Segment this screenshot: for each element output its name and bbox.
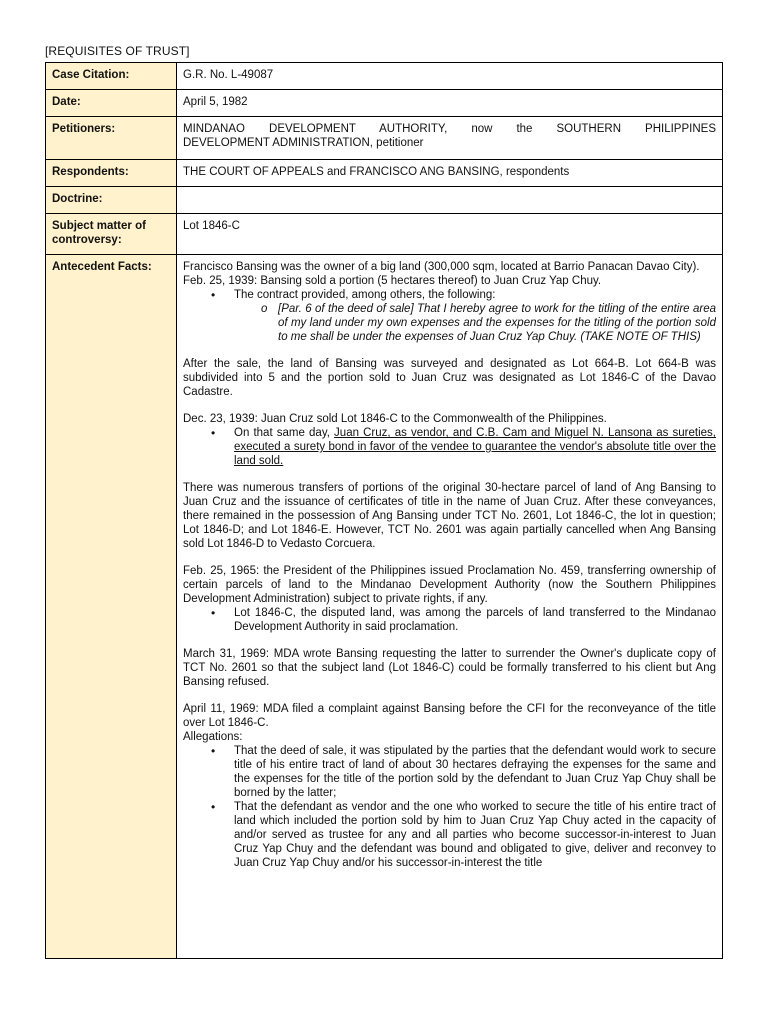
- label-respondents: Respondents:: [46, 160, 177, 187]
- bullet-item: • Lot 1846-C, the disputed land, was among the parcels of land transferred to the Mindanao Development Authority in said proclamation.: [234, 606, 716, 634]
- facts-body: [183, 260, 716, 953]
- row-respondents: [46, 160, 723, 187]
- facts-paragraph: There was numerous transfers of portions of the original 30-hectare parcel of land of Ang Bansing to Juan Cruz and the issuance of certificates of title in the name of Juan Cruz. After these conveyances, there remained in the possession of Ang Bansing under TCT No. 2601, Lot 1846-C, the lot in question; Lot 1846-D; and Lot 1846-E. However, TCT No. 2601 was again partially cancelled when Ang Bansing sold Lot 1846-D to Vedasto Corcuera.: [183, 482, 716, 550]
- value-respondents: THE COURT OF APPEALS and FRANCISCO ANG BANSING, respondents: [177, 160, 723, 187]
- bullet-item: • That the defendant as vendor and the one who worked to secure the title of his entire tract of land which included the portion sold by him to Juan Cruz Yap Chuy acted in the capacity of and/or served as trustee for any and all parties who become successor-in-interest to Juan Cruz Yap Chuy and the defendant was bound and obligated to give, deliver and reconvey to Juan Cruz Yap Chuy and/or his successor-in-interest the title: [234, 800, 716, 870]
- label-antecedent-facts: Antecedent Facts:: [46, 255, 177, 959]
- label-case-citation: Case Citation:: [46, 63, 177, 90]
- label-petitioners: Petitioners:: [46, 117, 177, 160]
- facts-paragraph: Allegations:: [183, 731, 243, 743]
- petitioners-line-2: DEVELOPMENT ADMINISTRATION, petitioner: [183, 137, 424, 149]
- document-page: [45, 44, 723, 959]
- facts-paragraph: Feb. 25, 1939: Bansing sold a portion (5 hectares thereof) to Juan Cruz Yap Chuy.: [183, 275, 602, 287]
- row-date: [46, 90, 723, 117]
- sub-bullet-list: [234, 302, 716, 344]
- bullet-list: [183, 606, 716, 634]
- row-subject-matter: [46, 214, 723, 255]
- case-digest-table: [45, 62, 723, 959]
- facts-paragraph: Dec. 23, 1939: Juan Cruz sold Lot 1846-C to the Commonwealth of the Philippines.: [183, 413, 607, 425]
- facts-paragraph: Feb. 25, 1965: the President of the Philippines issued Proclamation No. 459, transferring ownership of certain parcels of land to the Mindanao Development Authority (now the Southern Philippines Development Administration) subject to private rights, if any.: [183, 565, 716, 605]
- bullet-item: [234, 426, 716, 468]
- facts-paragraph: After the sale, the land of Bansing was surveyed and designated as Lot 664-B. Lot 664-B was subdivided into 5 and the portion sold to Juan Cruz was designated as Lot 1846-C of the Davao Cadastre.: [183, 358, 716, 398]
- document-heading: [REQUISITES OF TRUST]: [45, 44, 190, 58]
- facts-paragraph: April 11, 1969: MDA filed a complaint against Bansing before the CFI for the reconveyance of the title over Lot 1846-C.: [183, 703, 716, 729]
- facts-paragraph: March 31, 1969: MDA wrote Bansing requesting the latter to surrender the Owner's duplicate copy of TCT No. 2601 so that the subject land (Lot 1846-C) could be formally transferred to his client but Ang Bansing refused.: [183, 648, 716, 688]
- sub-bullet-item: o [Par. 6 of the deed of sale] That I hereby agree to work for the titling of the entire area of my land under my own expenses and the expenses for the titling of the portion sold to me shall be under the expenses of Juan Cruz Yap Chuy. (TAKE NOTE OF THIS): [278, 302, 716, 344]
- petitioners-line-1: MINDANAO DEVELOPMENT AUTHORITY, now the SOUTHERN PHILIPPINES: [183, 123, 716, 135]
- bullet-text: The contract provided, among others, the following:: [234, 289, 496, 301]
- facts-paragraph: Francisco Bansing was the owner of a big land (300,000 sqm, located at Barrio Panacan Davao City).: [183, 261, 700, 273]
- label-date: Date:: [46, 90, 177, 117]
- bullet-text: On that same day,: [234, 427, 335, 439]
- value-subject-matter: Lot 1846-C: [177, 214, 723, 255]
- bullet-item: [234, 288, 716, 344]
- bullet-list: [183, 426, 716, 468]
- label-subject-matter: Subject matter of controversy:: [46, 214, 177, 255]
- value-case-citation: G.R. No. L-49087: [177, 63, 723, 90]
- bullet-list: [183, 288, 716, 344]
- row-antecedent-facts: [46, 255, 723, 959]
- value-doctrine: [177, 187, 723, 214]
- value-date: April 5, 1982: [177, 90, 723, 117]
- row-case-citation: [46, 63, 723, 90]
- underlined-text: Juan Cruz, as vendor, and C.B. Cam and Miguel N. Lansona as sureties, executed a surety bond in favor of the vendee to guarantee the vendor's absolute title over the land sold.: [234, 427, 716, 467]
- bullet-list: [183, 744, 716, 870]
- value-antecedent-facts: [177, 255, 723, 959]
- row-petitioners: [46, 117, 723, 160]
- label-doctrine: Doctrine:: [46, 187, 177, 214]
- bullet-item: • That the deed of sale, it was stipulated by the parties that the defendant would work to secure title of his entire tract of land of about 30 hectares defraying the expenses for the same and the expenses for the title of the portion sold by the defendant to Juan Cruz Yap Chuy shall be borned by the latter;: [234, 744, 716, 800]
- row-doctrine: [46, 187, 723, 214]
- value-petitioners: [177, 117, 723, 160]
